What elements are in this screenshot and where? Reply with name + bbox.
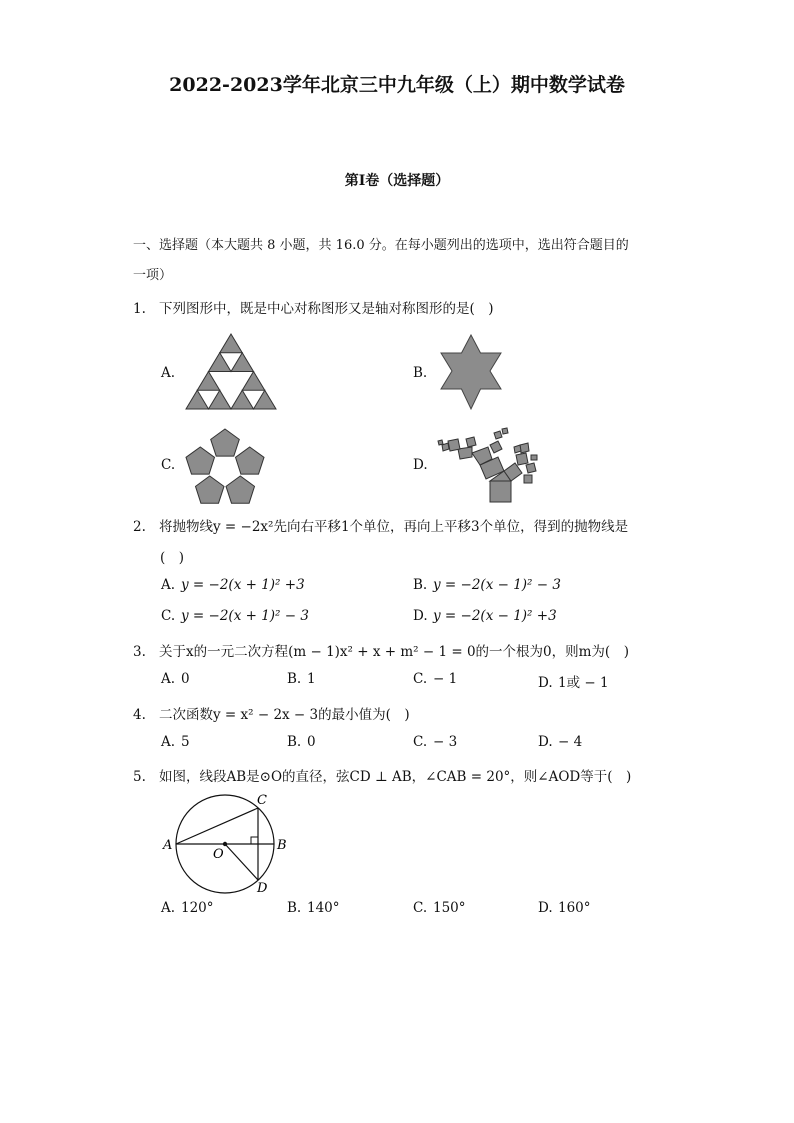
question-number: 3. [133,644,146,660]
option-label: B. [287,900,302,916]
q1-option-c-label: C. [161,457,176,473]
pentagon-shape [196,476,225,503]
q5-option-c [413,900,466,916]
option-label: B. [413,577,428,593]
option-label: B. [287,671,302,687]
option-text: − 4 [558,734,583,750]
pythagoras-tree-figure [436,427,540,505]
question-stem: 如图，线段AB是⊙O的直径，弦CD ⊥ AB，∠CAB = 20°，则∠AOD等于( ) [159,769,632,785]
pentagon-shape [211,429,240,456]
option-text: 0 [181,671,190,687]
option-label: A. [161,577,176,593]
option-label: C. [161,608,176,624]
label-o: O [213,847,224,862]
five-pentagons-figure [181,428,269,508]
q4-option-b [287,734,316,750]
q4-option-c [413,734,457,750]
question-number: 4. [133,707,146,723]
option-text: y = −2(x − 1)² +3 [433,608,557,624]
question-number: 5. [133,769,146,785]
label-c: C [257,793,267,808]
sierpinski-triangle-figure [184,332,278,412]
option-label: D. [538,675,553,691]
q5-option-b [287,900,340,916]
q1-option-d-label: D. [413,457,428,473]
section-heading-line2: 一项） [133,268,173,283]
option-label: C. [413,671,428,687]
option-text: 150° [433,900,466,916]
option-text: 120° [181,900,214,916]
q2-option-a [161,577,305,593]
q5-option-d [538,900,591,916]
q4-option-d [538,734,582,750]
option-text: y = −2(x + 1)² − 3 [181,608,309,624]
option-label: D. [538,734,553,750]
option-text: − 3 [433,734,458,750]
question-3 [133,640,629,660]
option-text: 160° [558,900,591,916]
question-stem: 关于x的一元二次方程(m − 1)x² + x + m² − 1 = 0的一个根为0，则m为( ) [159,644,629,660]
label-d: D [257,881,268,896]
q3-option-a [161,671,190,687]
q1-option-b-label: B. [413,365,428,381]
part-title: 第I卷（选择题） [344,173,450,189]
question-4 [133,703,410,723]
option-label: D. [538,900,553,916]
question-1 [133,297,494,317]
q3-option-d [538,671,609,691]
q1-option-a-label: A. [161,365,176,381]
q2-option-c [161,608,309,624]
q4-option-a [161,734,190,750]
label-a: A [163,838,173,853]
q2-option-d [413,608,557,624]
option-label: A. [161,900,176,916]
exam-title: 2022-2023学年北京三中九年级（上）期中数学试卷 [169,74,625,96]
question-stem: 二次函数y = x² − 2x − 3的最小值为( ) [159,707,410,723]
pentagon-shape [226,476,255,503]
section-heading-line1: 一、选择题（本大题共 8 小题，共 16.0 分。在每小题列出的选项中，选出符合题目的 [133,238,629,253]
circle-geometry-figure [158,790,294,896]
option-text: y = −2(x + 1)² +3 [181,577,305,593]
six-pointed-star-figure [433,333,509,413]
question-number: 1. [133,301,146,317]
question-stem: 将抛物线y = −2x²先向右平移1个单位，再向上平移3个单位，得到的抛物线是 [159,519,629,535]
option-text: 1 [307,671,316,687]
pentagon-shape [236,447,265,474]
option-label: D. [413,608,428,624]
q5-option-a [161,900,214,916]
question-5 [133,765,631,785]
option-text: − 1 [433,671,458,687]
option-text: 1或 − 1 [558,675,609,691]
question-stem: 下列图形中，既是中心对称图形又是轴对称图形的是( ) [159,301,494,317]
option-text: y = −2(x − 1)² − 3 [433,577,561,593]
option-label: C. [413,734,428,750]
pentagon-shape [186,447,215,474]
q3-option-b [287,671,316,687]
option-label: B. [287,734,302,750]
q3-option-c [413,671,457,687]
option-text: 140° [307,900,340,916]
label-b: B [277,838,287,853]
question-number: 2. [133,519,146,535]
q2-option-b [413,577,561,593]
option-text: 0 [307,734,316,750]
option-label: A. [161,734,176,750]
option-label: A. [161,671,176,687]
question-2-stem-cont: ( ) [160,550,185,566]
option-label: C. [413,900,428,916]
option-text: 5 [181,734,190,750]
question-2 [133,515,628,535]
